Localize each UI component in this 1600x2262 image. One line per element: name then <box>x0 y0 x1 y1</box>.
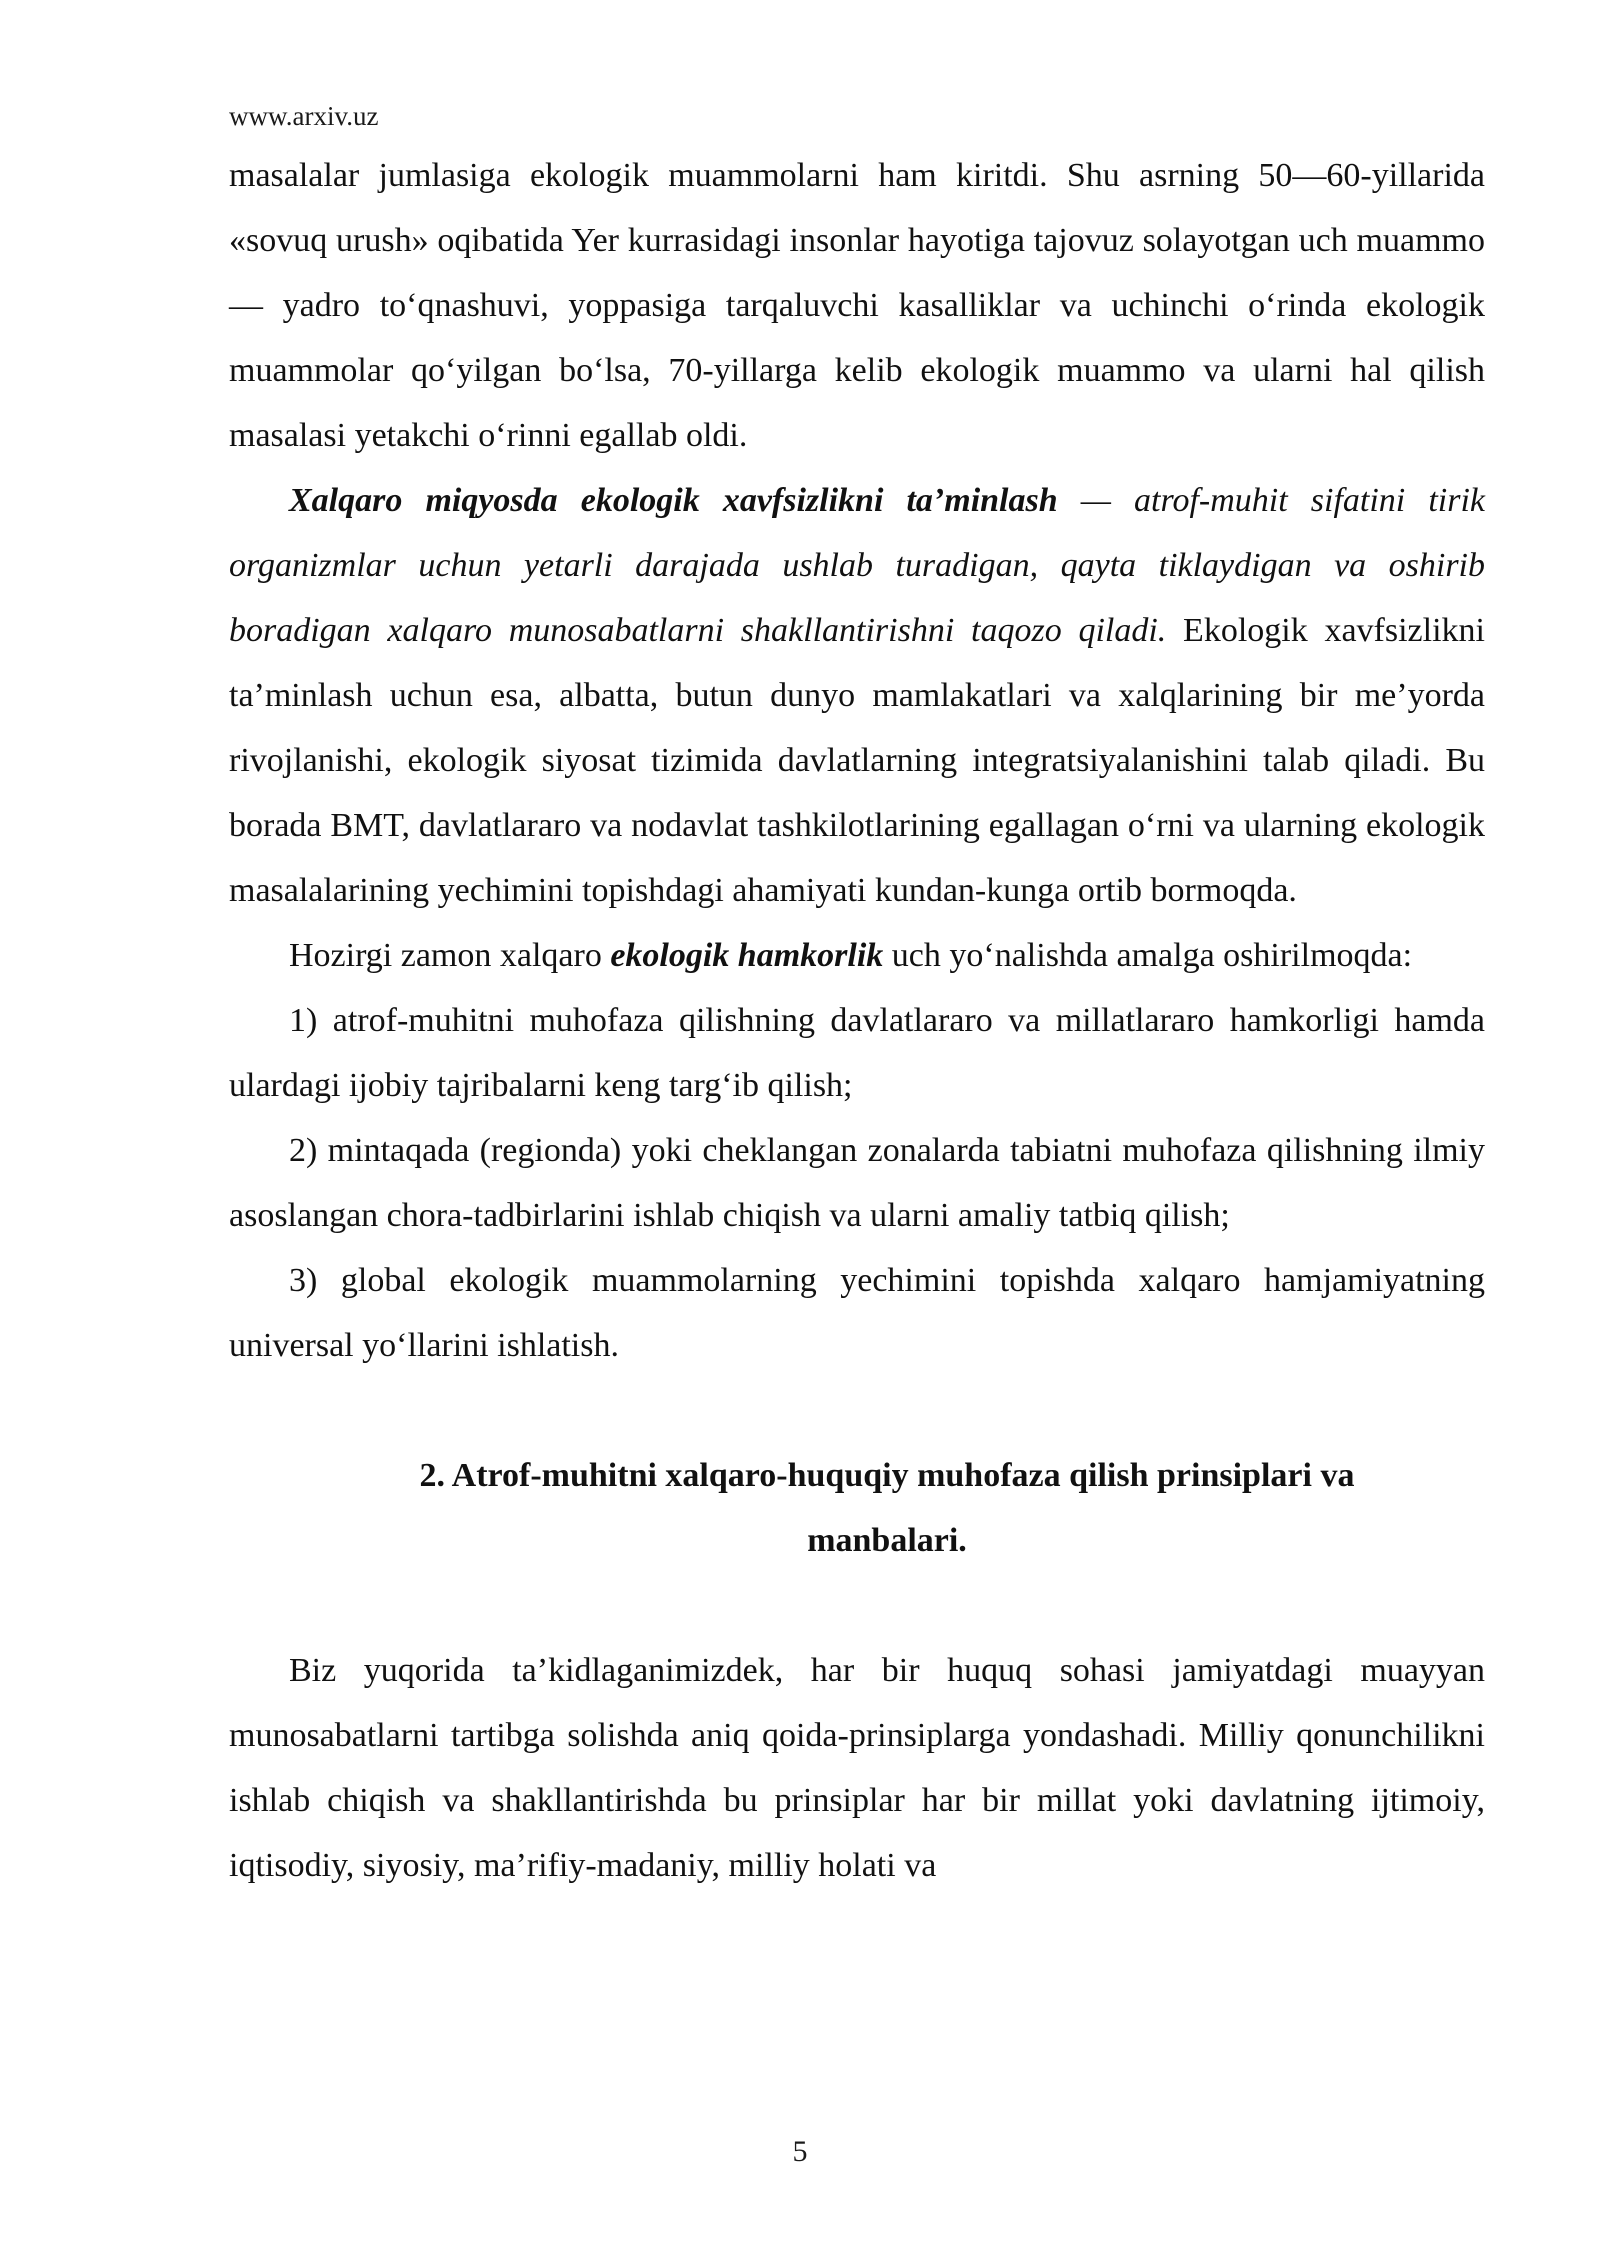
list-item: 2) mintaqada (regionda) yoki cheklangan zonalarda tabiatni muhofaza qilishning ilmiy asoslangan chora-tadbirlarini ishlab chiqish va ularni amaliy tatbiq qilish; <box>229 1132 1485 1234</box>
paragraph-continuation: masalalar jumlasiga ekologik muammolarni ham kiritdi. Shu asrning 50—60-yillarida «sovuq urush» oqibatida Yer kurrasidagi insonlar hayotiga tajovuz solayotgan uch muammo — yadro toʻqnashuvi, yoppasiga tarqaluvchi kasalliklar va uchinchi oʻrinda ekologik muammolar qoʻyilgan boʻlsa, 70-yillarga kelib ekologik muammo va ularni hal qilish masalasi yetakchi oʻrinni egallab oldi. <box>229 157 1485 454</box>
paragraph-text: uch yoʻnalishda amalga oshirilmoqda: <box>883 937 1413 974</box>
list-item: 1) atrof-muhitni muhofaza qilishning davlatlararo va millatlararo hamkorligi hamda ulardagi ijobiy tajribalarni keng targʻib qilish; <box>229 1002 1485 1104</box>
site-url: www.arxiv.uz <box>229 101 379 131</box>
paragraph-text: Hozirgi zamon xalqaro <box>289 937 611 974</box>
defined-term: Xalqaro miqyosda ekologik xavfsizlikni ta’minlash <box>289 482 1058 519</box>
section-heading <box>229 1443 1485 1573</box>
section-paragraph: Biz yuqorida ta’kidlaganimizdek, har bir huquq sohasi jamiyatdagi muayyan munosabatlarni tartibga solishda aniq qoida-prinsiplarga yondashadi. Milliy qonunchilikni ishlab chiqish va shakllantirishda bu prinsiplar har bir millat yoki davlatning ijtimoiy, iqtisodiy, siyosiy, ma’rifiy-madaniy, milliy holati va <box>229 1652 1485 1884</box>
page-number: 5 <box>792 2135 808 2168</box>
paragraph-text: Ekologik xavfsizlikni ta’minlash uchun esa, albatta, butun dunyo mamlakatlari va xalqlarining bir me’yorda rivojlanishi, ekologik siyosat tizimida davlatlarning integratsiyalanishini talab qiladi. Bu borada BMT, davlatlararo va nodavlat tashkilotlarining egallagan oʻrni va ularning ekologik masalalarining yechimini topishdagi ahamiyati kundan-kunga ortib bormoqda. <box>229 612 1485 909</box>
section-heading-line: manbalari. <box>807 1522 967 1559</box>
paragraph-cooperation <box>229 923 1485 988</box>
list-item: 3) global ekologik muammolarning yechimini topishda xalqaro hamjamiyatning universal yoʻllarini ishlatish. <box>229 1262 1485 1364</box>
emphasized-term: ekologik hamkorlik <box>610 937 884 974</box>
definition-text: — atrof-muhit sifatini tirik organizmlar uchun yetarli darajada ushlab turadigan, qayta tiklaydigan va oshirib boradigan xalqaro munosabatlarni shakllantirishni taqozo qiladi. <box>229 482 1485 649</box>
section-heading-line: 2. Atrof-muhitni xalqaro-huquqiy muhofaza qilish prinsiplari va <box>419 1457 1355 1494</box>
paragraph-definition <box>229 468 1485 923</box>
document-body <box>229 143 1485 1898</box>
